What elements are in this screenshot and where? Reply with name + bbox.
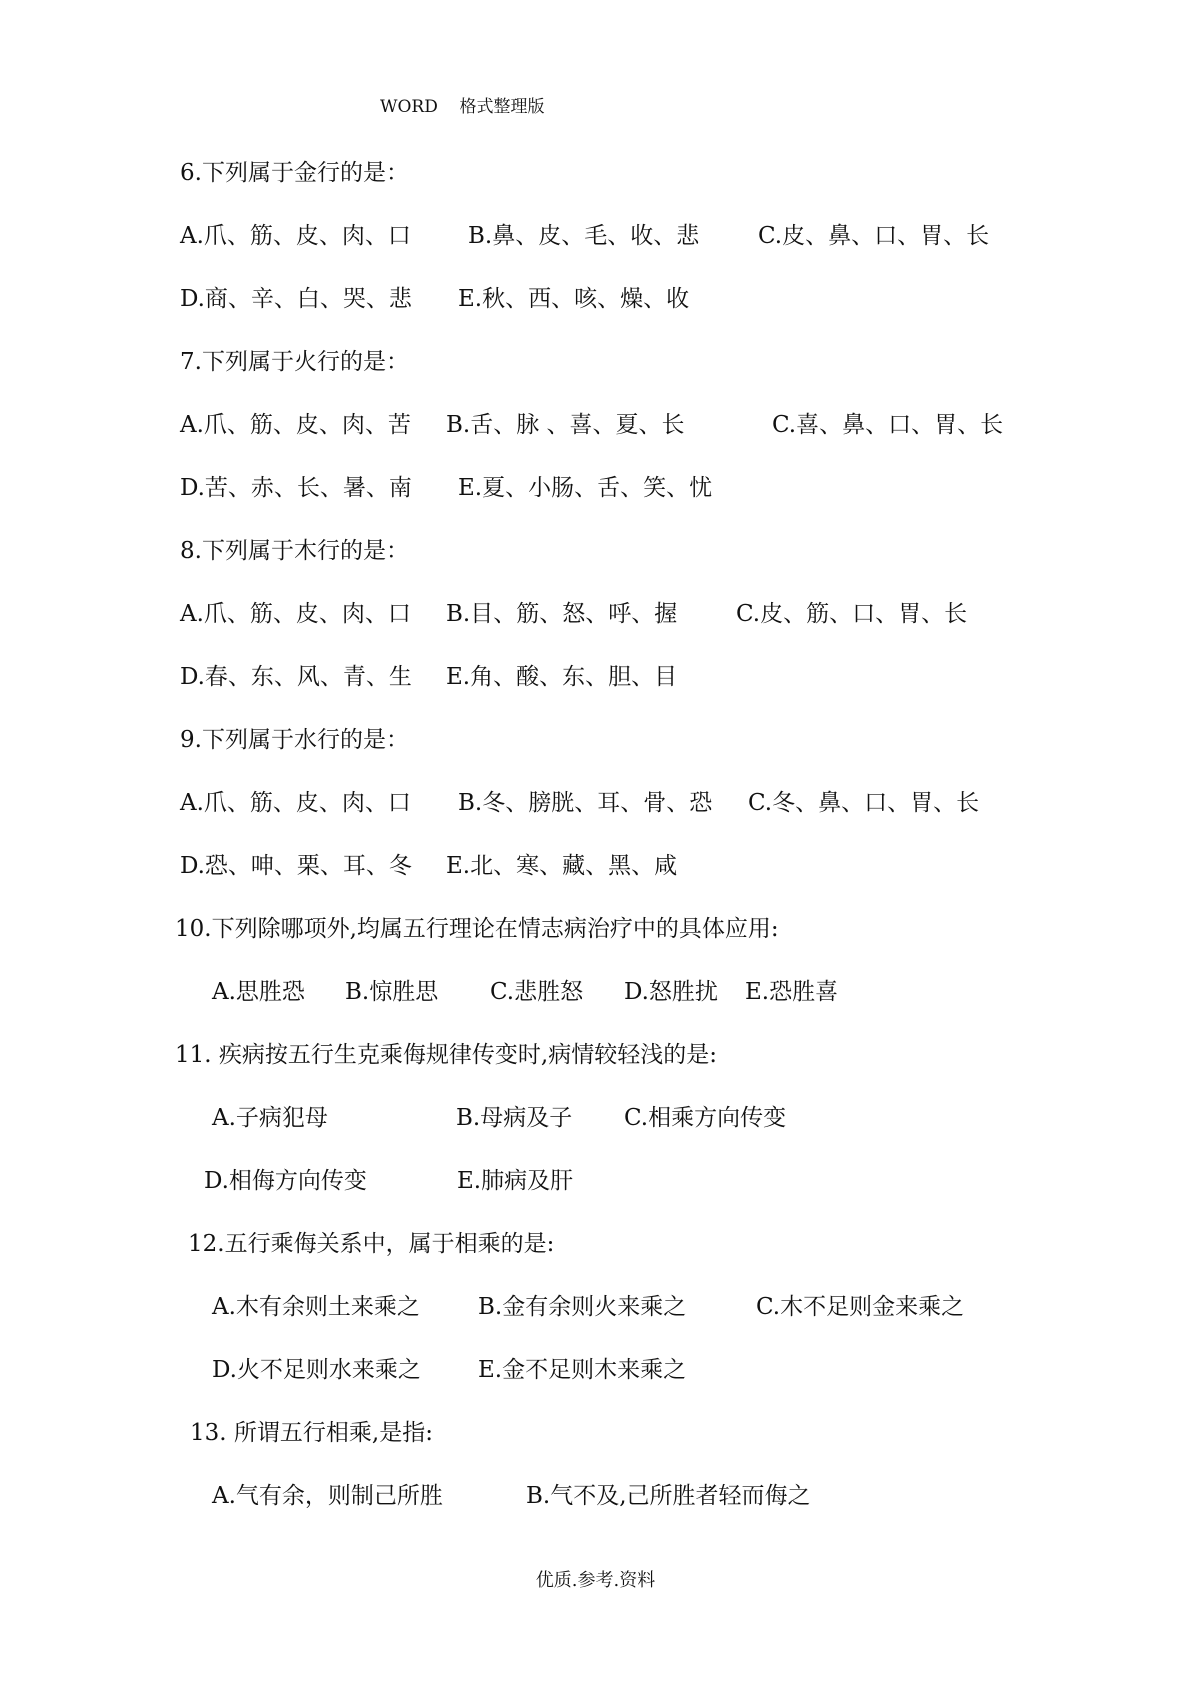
question-stem: 10.下列除哪项外,均属五行理论在情志病治疗中的具体应用:: [175, 916, 779, 942]
option-b: B.气不及,己所胜者轻而侮之: [526, 1483, 811, 1509]
option-c: C.悲胜怒: [490, 979, 584, 1005]
option-a: A.爪、筋、皮、肉、苦: [180, 412, 411, 438]
option-b: B.母病及子: [456, 1105, 573, 1131]
option-e: E.金不足则木来乘之: [478, 1357, 687, 1383]
option-b: B.惊胜思: [345, 979, 439, 1005]
option-a: A.爪、筋、皮、肉、口: [180, 223, 411, 249]
option-d: D.商、辛、白、哭、悲: [180, 286, 412, 312]
option-e: E.恐胜喜: [745, 979, 839, 1005]
question-stem: 12.五行乘侮关系中，属于相乘的是:: [188, 1231, 555, 1257]
option-d: D.相侮方向传变: [204, 1168, 367, 1194]
option-a: A.爪、筋、皮、肉、口: [180, 601, 411, 627]
option-d: D.怒胜扰: [624, 979, 718, 1005]
option-c: C.喜、鼻、口、胃、长: [772, 412, 1004, 438]
question-stem: 13. 所谓五行相乘,是指:: [190, 1420, 433, 1446]
option-a: A.子病犯母: [212, 1105, 328, 1131]
question-stem: 8.下列属于木行的是：: [180, 538, 409, 564]
option-a: A.气有余，则制己所胜: [212, 1483, 443, 1509]
question-stem: 6.下列属于金行的是：: [180, 160, 409, 186]
page-footer: 优质.参考.资料: [535, 1570, 656, 1591]
option-d: D.苦、赤、长、暑、南: [180, 475, 412, 501]
question-stem: 7.下列属于火行的是：: [180, 349, 409, 375]
option-e: E.秋、西、咳、燥、收: [458, 286, 690, 312]
option-b: B.冬、膀胱、耳、骨、恐: [458, 790, 713, 816]
option-d: D.春、东、风、青、生: [180, 664, 412, 690]
option-c: C.相乘方向传变: [624, 1105, 787, 1131]
page-header: WORD 格式整理版: [380, 97, 545, 117]
option-e: E.北、寒、藏、黑、咸: [446, 853, 678, 879]
option-a: A.爪、筋、皮、肉、口: [180, 790, 411, 816]
question-stem: 11. 疾病按五行生克乘侮规律传变时,病情较轻浅的是:: [175, 1042, 717, 1068]
option-e: E.肺病及肝: [457, 1168, 574, 1194]
question-stem: 9.下列属于水行的是：: [180, 727, 409, 753]
option-b: B.鼻、皮、毛、收、悲: [468, 223, 700, 249]
option-c: C.冬、鼻、口、胃、长: [748, 790, 980, 816]
option-c: C.皮、筋、口、胃、长: [736, 601, 968, 627]
option-a: A.木有余则土来乘之: [212, 1294, 420, 1320]
option-e: E.夏、小肠、舌、笑、忧: [458, 475, 713, 501]
option-a: A.思胜恐: [212, 979, 305, 1005]
option-d: D.恐、呻、栗、耳、冬: [180, 853, 412, 879]
option-b: B.目、筋、怒、呼、握: [446, 601, 678, 627]
option-b: B.舌、脉 、喜、夏、长: [446, 412, 685, 438]
option-c: C.皮、鼻、口、胃、长: [758, 223, 990, 249]
option-e: E.角、酸、东、胆、目: [446, 664, 678, 690]
option-b: B.金有余则火来乘之: [478, 1294, 687, 1320]
option-c: C.木不足则金来乘之: [756, 1294, 965, 1320]
option-d: D.火不足则水来乘之: [212, 1357, 421, 1383]
